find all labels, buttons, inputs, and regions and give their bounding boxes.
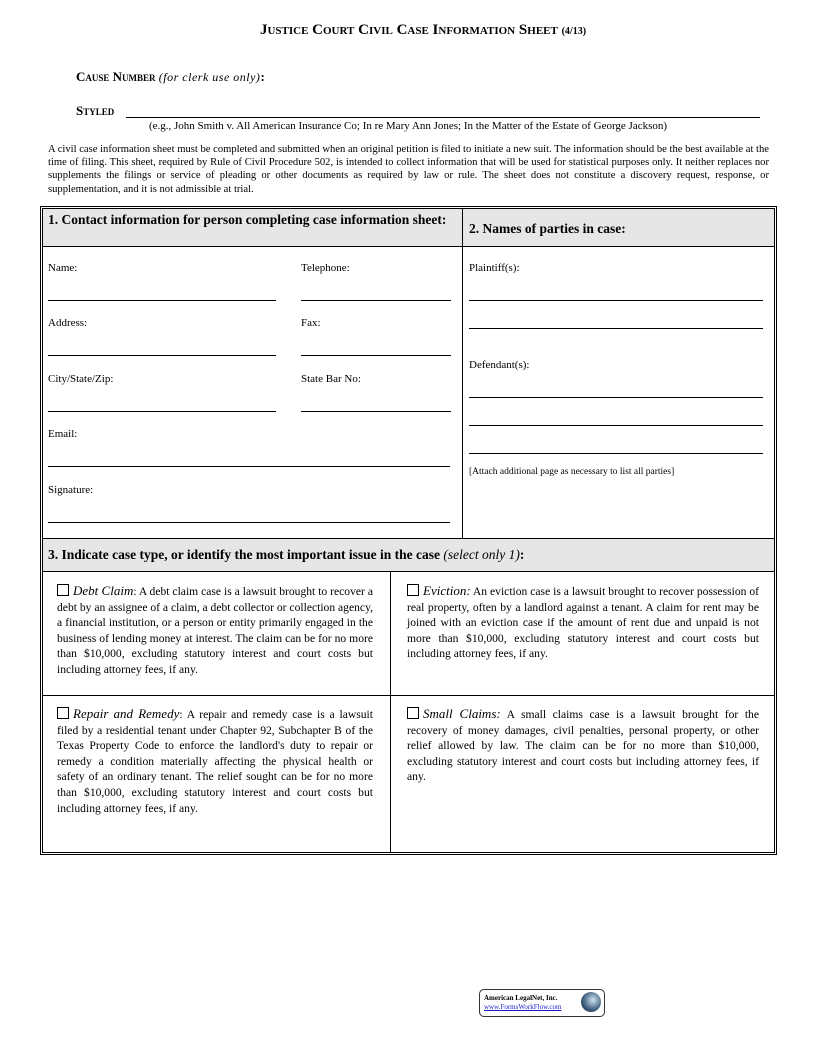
checkbox[interactable] xyxy=(407,707,419,719)
section2-title: 2. Names of parties in case: xyxy=(469,221,626,236)
globe-icon xyxy=(581,992,601,1012)
checkbox[interactable] xyxy=(407,584,419,596)
case-type-desc: An eviction case is a lawsuit brought to recover possession of real property, often by a landlord against a tenant. A claim for rent may be joined with an eviction case if the amount of rent due and unpaid is not more than $10,000, excluding statutory interest and court costs but including attorney fees, if any. xyxy=(407,585,759,661)
case-type-desc: : A debt claim case is a lawsuit brought to recover a debt by an assignee of a claim, a debt collector or collection agency, a financial institution, or a person or entity primarily engaged in the business of lending money at interest. The claim can be for no more than $10,000, excluding statutory interest and court costs but including attorney fees, if any. xyxy=(57,585,374,676)
publisher-link[interactable]: www.FormsWorkFlow.com xyxy=(484,1003,562,1011)
email-field[interactable] xyxy=(48,466,450,467)
case-type-small-claims[interactable] xyxy=(407,706,759,785)
colon: : xyxy=(519,547,525,562)
form-title xyxy=(0,22,816,39)
case-type-name: Eviction: xyxy=(423,583,471,598)
section1-header xyxy=(43,209,462,246)
bar-label: State Bar No: xyxy=(301,373,361,385)
case-type-desc: A small claims case is a lawsuit brought for the recovery of money damages, civil penalties, personal property, or other relief allowed by law. The claim can be for no more than $10,000, excluding statutory interest and court costs but including attorney fees, if any. xyxy=(407,708,759,784)
publisher-logo xyxy=(479,989,605,1017)
plaintiff-field[interactable] xyxy=(469,328,763,329)
intro-text: A civil case information sheet must be completed and submitted when an original petition is filed to initiate a new suit. The information should be the best available at the time of filing. This sheet, required by Rule of Civil Procedure 502, is intended to collect information that will be used for statistical purposes only. It neither replaces nor supplements the filings or service of pleading or other documents as required by law or rule. The sheet does not constitute a discovery request, response, or supplementation, and it is not admissible at trial. xyxy=(48,144,769,195)
plaintiff-field[interactable] xyxy=(469,300,763,301)
styled-field[interactable] xyxy=(126,117,760,118)
fax-label: Fax: xyxy=(301,317,321,329)
telephone-label: Telephone: xyxy=(301,262,350,274)
divider xyxy=(43,246,774,247)
form-version: (4/13) xyxy=(561,26,587,37)
defendant-field[interactable] xyxy=(469,397,763,398)
bar-field[interactable] xyxy=(301,411,451,412)
section3-title: 3. Indicate case type, or identify the most important issue in the case xyxy=(48,547,440,562)
checkbox[interactable] xyxy=(57,584,69,596)
plaintiff-label: Plaintiff(s): xyxy=(469,262,520,274)
section2-header xyxy=(463,209,774,246)
section3-note: (select only 1) xyxy=(443,547,520,562)
divider xyxy=(43,695,774,696)
styled-label: Styled xyxy=(76,103,115,118)
case-type-repair-remedy[interactable] xyxy=(57,706,373,816)
styled-example: (e.g., John Smith v. All American Insurance Co; In re Mary Ann Jones; In the Matter of the Estate of George Jackson) xyxy=(148,120,668,132)
cause-number-label: Cause Number (for clerk use only): xyxy=(76,69,265,84)
case-type-eviction[interactable] xyxy=(407,583,759,662)
cause-label: Cause Number xyxy=(76,69,156,84)
divider xyxy=(462,209,463,538)
name-field[interactable] xyxy=(48,300,276,301)
title-text: Justice Court Civil Case Information Sheet xyxy=(259,22,558,38)
fax-field[interactable] xyxy=(301,355,451,356)
checkbox[interactable] xyxy=(57,707,69,719)
name-label: Name: xyxy=(48,262,78,274)
case-type-name: Repair and Remedy xyxy=(73,706,180,721)
parties-note: [Attach additional page as necessary to list all parties] xyxy=(469,467,675,477)
publisher-name: American LegalNet, Inc. xyxy=(484,994,558,1002)
defendant-field[interactable] xyxy=(469,453,763,454)
divider xyxy=(43,571,774,572)
case-type-desc: : A repair and remedy case is a lawsuit filed by a residential tenant under Chapter 92, Subchapter B of the Texas Property Code to enforce the landlord's duty to repair or remedy a condition materially affecting the physical health or safety of an ordinary tenant. The relief sought can be for no more than $10,000, excluding statutory interest and court costs but including attorney fees, if any. xyxy=(57,708,373,815)
case-type-name: Debt Claim xyxy=(73,583,134,598)
city-label: City/State/Zip: xyxy=(48,373,114,385)
defendant-field[interactable] xyxy=(469,425,763,426)
section1-title: 1. Contact information for person completing case information sheet: xyxy=(48,212,447,227)
city-field[interactable] xyxy=(48,411,276,412)
defendant-label: Defendant(s): xyxy=(469,359,530,371)
signature-field[interactable] xyxy=(48,522,450,523)
cause-note: (for clerk use only) xyxy=(158,70,261,84)
case-type-debt-claim[interactable] xyxy=(57,583,373,678)
case-type-name: Small Claims: xyxy=(423,706,501,721)
address-label: Address: xyxy=(48,317,88,329)
signature-label: Signature: xyxy=(48,484,94,496)
divider xyxy=(390,571,391,852)
email-label: Email: xyxy=(48,428,78,440)
telephone-field[interactable] xyxy=(301,300,451,301)
address-field[interactable] xyxy=(48,355,276,356)
section3-header xyxy=(43,539,774,571)
